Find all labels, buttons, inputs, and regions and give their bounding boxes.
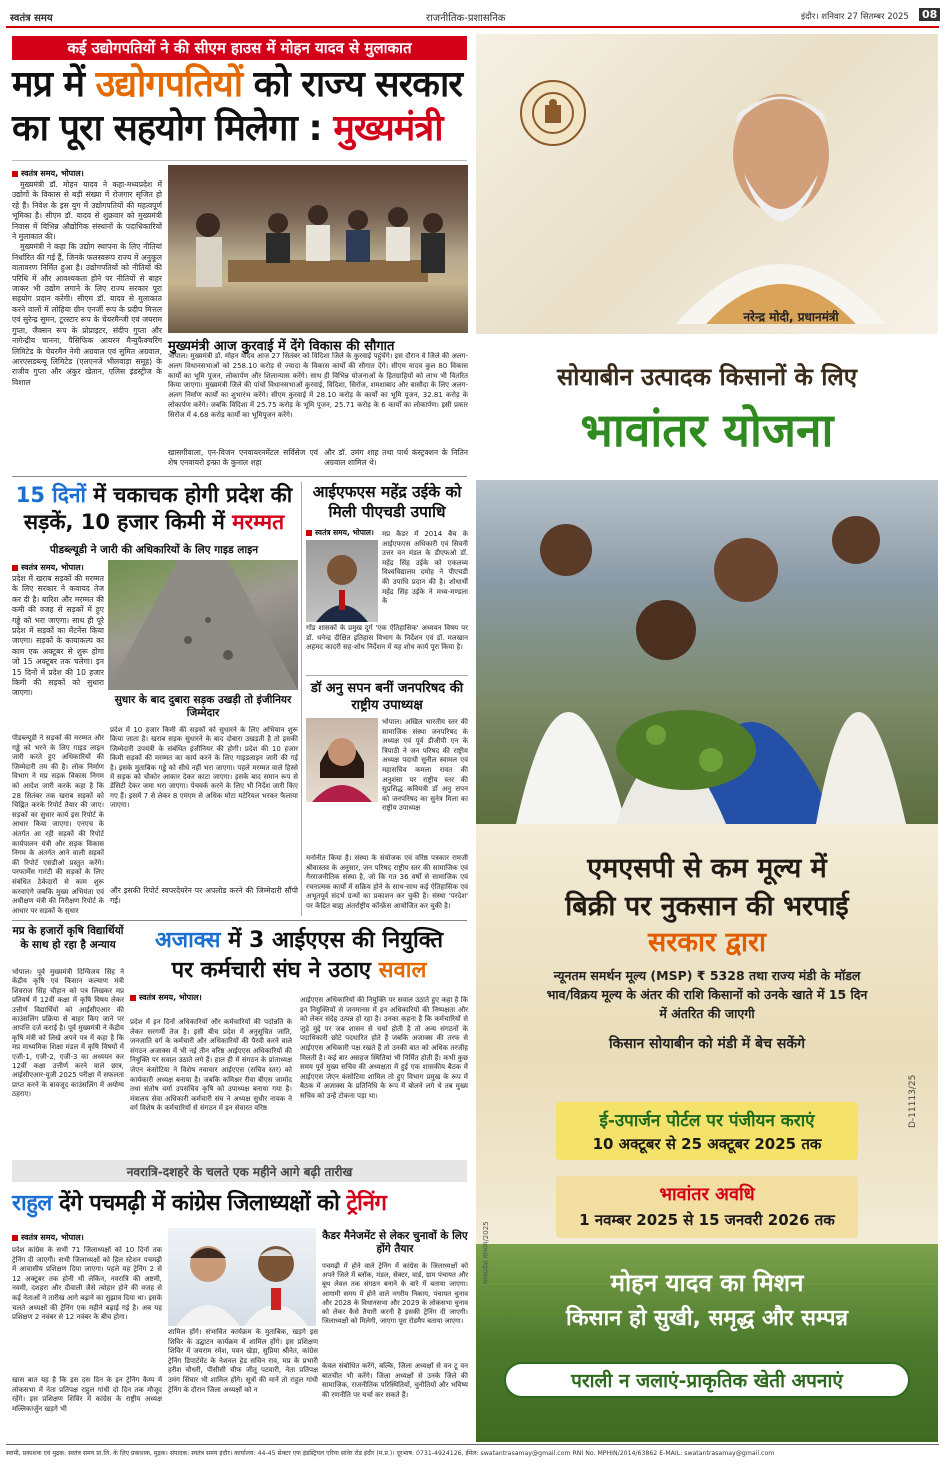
pm-portrait — [656, 54, 906, 324]
divider-1 — [12, 476, 467, 477]
story7-kicker-text: नवरात्रि-दशहरे के चलते एक महीने आगे बढ़ी तारीख — [126, 1164, 353, 1179]
story2-box-head: सुधार के बाद दुबारा सड़क उखड़ी तो इंजीनियर जिम्मेदार — [114, 694, 292, 719]
road-scene-icon — [108, 560, 298, 690]
story2-headline — [12, 482, 296, 536]
portrait-icon — [306, 718, 378, 802]
story2-byline-text: स्वतंत्र समय, भोपाल। — [21, 563, 84, 572]
story7-col2: शामिल होंगे। संभावित कार्यक्रम के मुताबिक, खड़गे इस शिविर के उद्घाटन कार्यक्रम में शामिल होंगे। इस प्रशिक्षण शिविर में जयराम रमेश, पवन खेड़ा, सुप्रिया श्रीनेत, कांग्रेस ट्रेनिंग डिपार्टमेंट के नेशनल हेड सचिन राव, मप्र के प्रभारी हरीश चौधरी, पीसीसी चीफ जीतू पटवारी, नेता प्रतिपक्ष उमंग सिंघार भी शामिल होंगे। सूत्रों की मानें तो राहुल गांधी ट्रेनिंग के दौरान जिला अध्यक्षों को न — [168, 1328, 318, 1394]
story5-body: भोपाल। पूर्व मुख्यमंत्री दिग्विजय सिंह ने केंद्रीय कृषि एवं किसान कल्याण मंत्री शिवराज सिंह चौहान को पत्र लिखकर मप्र प्रतिवर्ष में 12वीं कक्षा में कृषि विषय लेकर उत्तीर्ण विद्यार्थियों को आईसीएआर की काउंसलिंग प्रक्रिया से बाहर किए जाने पर आपत्ति दर्ज कराई है। पूर्व मुख्यमंत्री ने केंद्रीय कृषि मंत्री को लिखे अपने पत्र में कहा है कि मप्र माध्यमिक शिक्षा मंडल में कृषि विषयों में एजी-1, एजी-2, एजी-3 का अध्ययन कर 12वीं कक्षा उत्तीर्ण करने वाले छात्र, आईसीएआर-यूजी 2025 परीक्षा में सफलता प्राप्त करने के बावजूद काउंसलिंग में अयोग्य ठहराए। — [12, 968, 124, 1099]
story1-headline-highlight: उद्योगपतियों — [95, 64, 243, 105]
story1-kicker-text: कई उद्योगपतियों ने की सीएम हाउस में मोहन यादव से मुलाकात — [67, 39, 412, 57]
story6-col1: प्रदेश में इन दिनों अधिकारियों और कर्मचारियों की पदोन्नति के लेकर सरगर्मी तेज है। इसी बीच प्रदेश में अनुसूचित जाति, जनजाति वर्ग के कर्मचारी और अधिकारियों की पैरवी करने वाले संगठन अजाक्स में भी नई तीन वरिष्ठ आईएएस अधिकारियों की नियुक्ति पर सवाल उठाते लगे हैं। हाल ही में संगठन के प्रांताध्यक्ष जेएन कंसोटिया ने विशेष नवाचार आईएएस (सचिव स्तर) को कार्यकारी अध्यक्ष बनाया है। जबकि कमिश्नर रीवा बीएस जामोद तथा संतोष वर्मा उपसचिव कृषि को उपाध्यक्ष बनाया गया है। मंत्रालय सेवा अधिकारी कर्मचारी संघ ने अध्यक्ष सुधीर नायक ने वर्ग विशेष के कर्मचारियों से संगठन में इन सेवारत वरिष्ठ — [130, 1018, 292, 1113]
story1-sub-body: भोपाल। मुख्यमंत्री डॉ. मोहन यादव आज 27 सितंबर को विदिशा जिले के कुरवाई पहुंचेंगे। इस दौरान वे जिले की अलग-अलग विधानसभाओं को 258.10 करोड़ से ज्यादा के विकास कार्यों की सौगात देंगे। सीएम यादव कुल 80 विकास कार्यों का भूमि पूजन, लोकार्पण और शिलान्यास करेंगे। साथ ही विभिन्न योजनाओं के हितग्राहियों को लाभ भी वितरित किया जाएगा। मुख्यमंत्री जिले की पांचों विधानसभाओं कुरवाई, विदिशा, सिरोंज, शमशाबाद और बासौदा के लिए अलग-अलग निर्माण कार्यों का शुभारंभ करेंगे। सीएम कुरवाई में 28.10 करोड़ के कार्यों का भूमि पूजन, 32.81 करोड़ के लोकार्पण करेंगे। जबकि विदिशा में 25.75 करोड़ के भूमि पूजन, 25.71 करोड़ के 6 कार्यों का लोकार्पण। इसी प्रकार सिरोंज में 4.68 करोड़ कार्यों का भूमिपूजन करेंगे। — [168, 352, 468, 419]
story1-byline-text: स्वतंत्र समय, भोपाल। — [21, 169, 84, 178]
story7-col1b: खास बात यह है कि इस दस दिन के इन ट्रेनिंग कैम्प में लोकसभा में नेता प्रतिपक्ष राहुल गांधी दो दिन तक मौजूद रहेंगे। इस प्रशिक्षण शिविर में कांग्रेस के राष्ट्रीय अध्यक्ष मल्लिकार्जुन खड़गे भी — [12, 1376, 162, 1413]
story2-body-a: प्रदेश में खराब सड़कों की मरम्मत के लिए सरकार ने कवायद तेज कर दी है। बारिश और मरम्मत की कमी की वजह से सड़कों में हुए गड्ढे को भरा जाएगा। साथ ही पूरे प्रदेश में सड़कों का मेंटनेंस किया जाएगा। सड़कों के कायाकल्प का काम एक अक्टूबर से शुरू होगा जो 15 अक्टूबर तक चलेगा। इन 15 दिनों में प्रदेश की 10 हजार किमी की सड़कों को सुधारा जाएगा। — [12, 574, 104, 698]
mission-line-1: मोहन यादव का मिशन — [610, 1269, 804, 1297]
story3-byline — [306, 528, 374, 538]
story7-headline — [12, 1190, 467, 1218]
story2-body-b: पीडब्ल्यूडी ने सड़कों की मरम्मत और गड्ढे को भरने के लिए गाइड लाइन जारी करते हुए अधिकारियों की जिम्मेदारी तय की है। लोक निर्माण विभाग ने मप्र सड़क विकास निगम को आदेश जारी करके कहा है कि 28 सितंबर तक खराब सड़कों को चिह्नित करके रिपोर्ट तैयार की जाए। सड़कों का सुधार कार्य इस रिपोर्ट के आधार किया जाएगा। एनएच के अंतर्गत आ रही सड़कों की रिपोर्ट कार्यपालन यंत्री और सड़क विकास निगम के अंतर्गत आने वाली सड़कों की रिपोर्ट एसडीओ प्रस्तुत करेंगे। परफार्मेंस गारंटी की सड़कों के लिए संबंधित ठेकेदारों से काम शुरू करवाएंगे जबकि मुख्य अभियंता एवं अधीक्षण यंत्री की निरीक्षण रिपोर्ट के आधार पर सड़कों के सुधार — [12, 734, 104, 914]
period-dates: 1 नवम्बर 2025 से 15 जनवरी 2026 तक — [579, 1211, 835, 1229]
story3-headline: आईएफएस महेंद्र उईके को मिली पीएचडी उपाधि — [312, 483, 462, 521]
story4-body-a: भोपाल। अखिल भारतीय स्तर की सामाजिक संस्था जनपरिषद के अध्यक्ष एवं पूर्व डीजीपी एन के त्रिपाठी ने जन परिषद की राष्ट्रीय अध्यक्ष पदाधी सुनील स्वामल एवं महासचिव कमला रावत की अनुशंसा पर राष्ट्रीय स्तर की सुप्रसिद्ध कवियत्री डॉ अनु सपन को जनपरिषद का सुनेत्र मिला का राष्ट्रीय उपाध्यक्ष — [382, 718, 468, 813]
story2-byline — [12, 562, 84, 573]
ifs-officer-photo — [306, 540, 378, 622]
ad-title-main: भावांतर योजना — [580, 403, 834, 457]
page-number: 08 — [919, 8, 940, 21]
story7-kicker — [12, 1160, 467, 1182]
story7-byline-text: स्वतंत्र समय, भोपाल। — [21, 1233, 84, 1242]
cm-with-farmer-photo — [476, 480, 938, 824]
story1-sub-head: मुख्यमंत्री आज कुरवाई में देंगे विकास की सौगात — [168, 339, 395, 354]
story3-byline-text: स्वतंत्र समय, भोपाल। — [315, 528, 374, 537]
masthead — [6, 4, 939, 28]
msp-text: न्यूनतम समर्थन मूल्य (MSP) ₹ 5328 तथा राज्य मंडी के मॉडल भाव/विक्रय मूल्य के अंतर की राशि किसानों को उनके खाते में 15 दिन में अंतरित की जाएगी — [546, 968, 868, 1021]
story1-body-cont2: और डॉ. उमंग शाह तथा पार्थ कंस्ट्रक्शन के नितिन अग्रवाल शामिल थे। — [324, 448, 468, 468]
story1-headline-part3: का पूरा सहयोग मिलेगा : — [12, 108, 322, 149]
story7-col3: केवल संबोधित करेंगे, बल्कि, जिला अध्यक्षों से वन टू वन बातचीत भी करेंगे। जिला अध्यक्षों से उनके जिले की सामाजिक, राजनीतिक परिस्थितियों, चुनौतियों और भविष्य की रणनीति पर चर्चा कर सकते हैं। — [322, 1362, 468, 1399]
farmer-scene-icon — [476, 480, 938, 824]
ad-title-top: सोयाबीन उत्पादक किसानों के लिए — [557, 363, 857, 391]
story6-col2: आईएएस अधिकारियों की नियुक्ति पर सवाल उठाते हुए कहा है कि इन नियुक्तियों से जनमानस में इन अधिकारियों की निष्पक्षता और को लेकर संदेह उत्पन्न हो रहा है। उनका कहना है कि कर्मचारियों से जुड़े मुद्दे पर जब शासन से चर्चा होती है तो अन्य संगठनों के पदाधिकारी छोटे पदधारित होते हैं जबकि अजाक्स की तरफ से आईएएस अधिकारी पक्ष रखते हैं तो उनकी बात को अधिक तरजीह मिलती है। कई बार असहज स्थितियां भी निर्मित होती हैं। कभी कुछ समय पूर्व मुख्य सचिव की अध्यक्षता में हुई एक शासकीय बैठक में आईएएस जेएन कंसोटिया शामिल तो हुए विभाग प्रमुख के रूप में बैठक में अजाक्स के प्रतिनिधि के रूप में बोलने लगे थे तब मुख्य सचिव को उन्हें टोकना पड़ा था। — [300, 996, 468, 1100]
msp-head-3: सरकार द्वारा — [647, 927, 767, 958]
msp-head-1: एमएसपी से कम मूल्य में — [587, 853, 827, 884]
story7-col1: प्रदेश कांग्रेस के सभी 71 जिलाध्यक्षों को 10 दिनों तक ट्रेनिंग दी जाएगी। सभी जिलाध्यक्षों को हिल स्टेशन पचमढ़ी में आवासीय प्रशिक्षण दिया जाएगा। पहले यह ट्रेनिंग 2 से 12 अक्टूबर तक होनी थी लेकिन, नवरात्रि की अष्टमी, नवमी, दशहरा और दीवाली जैसे त्योहार होने की वजह से कई नेताओं ने तारीख आगे बढ़ाने का सुझाव दिया था। इसके चलते अध्यक्षों की ट्रेनिंग एक महीने बढ़ाई गई है। अब यह प्रशिक्षण 2 नवंबर से 12 नवंबर के बीच होगा। — [12, 1246, 162, 1322]
divider-story4 — [306, 675, 468, 676]
emblem-icon — [531, 91, 575, 135]
story2-headline-part4: मरम्मत — [232, 510, 285, 534]
story6-headline-part3: पर कर्मचारी संघ ने उठाए — [171, 958, 371, 983]
story1-rule — [12, 160, 467, 161]
cm-meeting-photo — [168, 165, 468, 333]
story1-body-p2: मुख्यमंत्री ने कहा कि उद्योग स्थापना के लिए नीतियां निर्धारित की गई हैं, जिनके फलस्वरूप राज्य में अनुकूल वातावरण निर्मित हुआ है। उद्योगपतियों को नीतियों की परिधि में और आवश्यकता होने पर नीतियों से बाहर जाकर भी उद्योग लगाने के लिए राज्य सरकार पूरा सहयोग प्रदान करेगी। सीएम डॉ. यादव से मुलाकात करने वालों में लोहिया ग्रीन एनर्जी रूप के प्रदीप मित्तल एवं सुरेन्द्र सुमन, टूरस्टार रूप के चेयरमैन्जी एवं जयराम गुप्ता, जैक्सन रूप के प्रोप्राइटर, संदीप गुप्ता और नागेन्द्रीय चानना, पैसिफिक आयरन मैन्युफैक्चरिंग लिमिटेड के चेयरमैन नेमी अग्रवाल एवं सुमित अग्रवाल, आरएसडब्ल्यू लिमिटेड (एलएनजे भीलवाड़ा समूह) के राजीव गुप्ता और अंकुर खेतान, एलिस इंडस्ट्रीज के विशाल — [12, 242, 162, 387]
story1-byline — [12, 168, 84, 179]
story1-body-p1: मुख्यमंत्री डॉ. मोहन यादव ने कहा-मध्यप्रदेश में उद्योगों के विकास से बड़ी संख्या में रोजगार सृजित हो रहे हैं। निवेश के इस युग में उद्योगपतियों की महत्वपूर्ण भूमिका है। सीएम डॉ. यादव से शुक्रवार को मुख्यमंत्री निवास में विभिन्न औद्योगिक संस्थानों के पदाधिकारियों ने मुलाकात की। — [12, 180, 162, 242]
registration-dates: 10 अक्टूबर से 25 अक्टूबर 2025 तक — [592, 1135, 822, 1153]
story6-headline-hl: अजाक्स — [154, 928, 221, 953]
story7-headline-part2: देंगे पचमढ़ी में कांग्रेस जिलाध्यक्षों को — [58, 1191, 340, 1216]
story7-byline — [12, 1232, 84, 1243]
byline-marker-icon — [12, 565, 18, 571]
story6-byline — [130, 992, 202, 1003]
bhavantar-advertisement — [476, 34, 938, 1442]
story1-body-cont: खासगीवाला, एन-विजन एनवायरनमेंटल सर्विसेज एवं शेष एनवायरो इन्फ्रा के कुनाल शहा — [168, 448, 318, 468]
section-label: राजनीतिक-प्रशासनिक — [426, 13, 506, 24]
pm-caption: नरेन्द्र मोदी, प्रधानमंत्री — [743, 310, 839, 324]
byline-marker-icon — [12, 171, 18, 177]
story4-headline: डॉ अनु सपन बनीं जनपरिषद की राष्ट्रीय उपाध्यक्ष — [310, 681, 464, 713]
story2-subhead: पीडब्ल्यूडी ने जारी की अधिकारियों के लिए गाइड लाइन — [49, 544, 259, 556]
story1-headline-part2: को राज्य सरकार — [253, 64, 462, 105]
imprint-rule — [6, 1444, 939, 1445]
date-line: इंदौर। शनिवार 27 सितम्बर 2025 — [801, 12, 909, 22]
msp-text-2: किसान सोयाबीन को मंडी में बेच सकेंगे — [609, 1036, 805, 1052]
meeting-scene-icon — [168, 165, 468, 333]
ad-side-credit: मध्यप्रदेश माध्यम/2025 — [482, 1221, 490, 1284]
byline-marker-icon — [306, 530, 312, 536]
story2-box-body: प्रदेश में 10 हजार किमी की सड़कों को सुधारने के लिए अभियान शुरू किया जाता है। खराब सड़क सुधारने के बाद दोबारा उखड़ती है तो इसकी जिम्मेदारी उपयंत्री के संबंधित इंजीनियर की होगी। प्रदेश की 10 हजार किमी सड़कों की मरम्मत का कार्य करने के लिए गाइडलाइन जारी की गई है। इसके मुताबिक गड्ढे को सीधे नहीं भरा जाएगा। पहले मरम्मत वाले हिस्से में सड़क को चौकोर आकार देकर काटा जाएगा। इसके बाद समान रूप से डेंसिटी देकर जमा भरा जाएगा। पेचवर्क करने के लिए भी निर्देश जारी किए गए हैं। इसमें 7 से लेकर 8 एमएम से अधिक मोटा मटेरियल भरकर फैलाया जाएगा। — [110, 726, 298, 810]
footer-slogan: पराली न जलाएं-प्राकृतिक खेती अपनाएं — [571, 1370, 843, 1392]
story1-headline-part4: मुख्यमंत्री — [333, 108, 443, 149]
story1-headline-part1: मप्र में — [12, 64, 85, 105]
story7-headline-hl: राहुल — [12, 1191, 52, 1216]
road-photo — [108, 560, 298, 690]
two-portraits-icon — [168, 1228, 316, 1326]
pm-portrait-icon — [656, 54, 906, 324]
mp-govt-logo — [520, 80, 586, 146]
story6-byline-text: स्वतंत्र समय, भोपाल। — [139, 993, 202, 1002]
story1-body — [12, 180, 162, 472]
msp-head-2: बिक्री पर नुकसान की भरपाई — [565, 891, 849, 922]
story2-headline-part3: सड़कें, 10 हजार किमी में — [23, 510, 225, 534]
story7-headline-part3: ट्रेनिंग — [346, 1191, 387, 1216]
story3-body-a: मप्र कैडर में 2014 बैच के आईएफएस अधिकारी एवं सिवनी उत्तर वन मंडल के डीएफओ डॉ. महेंद्र सिंह उईके को एकलव्य विश्वविद्यालय दमोह ने पीएचडी की उपाधि प्रदान की है। शोधार्थी महेंद्र सिंह उईके ने मध्य-मण्डला के — [382, 530, 468, 606]
story7-box-body: पचमढ़ी में होने वाले ट्रेनिंग में कांग्रेस के जिलाध्यक्षों को अपने जिले में ब्लॉक, मंडल, सेक्टर, वार्ड, ग्राम पंचायत और बूथ लेवल तक संगठन बनाने के बारे में बताया जाएगा। आगामी समय में होने वाले नगरीय निकाय, पंचायत चुनाव और 2028 के विधानसभा और 2029 के लोकसभा चुनाव को लेकर कैसे तैयारी करनी है इसकी ट्रेनिंग दी जाएगी। जिलाध्यक्षों को मिलेगी, जाएगा पूरा रोडमैप बताया जाएगा। — [322, 1262, 468, 1326]
story5-headline: मप्र के हजारों कृषि विद्यार्थियों के साथ हो रहा है अन्याय — [12, 925, 124, 951]
story6-headline — [130, 926, 468, 986]
story1-kicker — [12, 36, 467, 60]
paper-name: स्वतंत्र समय — [10, 13, 53, 24]
story1-headline — [12, 64, 467, 152]
ad-side-code: D-11113/25 — [908, 1074, 918, 1128]
column-divider — [301, 482, 302, 916]
story3-body-b: गोंड शासकों के प्रमुख दुर्ग 'एक ऐतिहासिक' अध्ययन विषय पर डॉ. धनेन्द्र दीक्षित इतिहास विभाग के निर्देशन एवं डॉ. मलखान अहमद कादरी सह-शोध निर्देशन में यह शोध कार्य पूरा किया है। — [306, 624, 468, 652]
portrait-icon — [306, 540, 378, 622]
story2-box-body2: और इसकी रिपोर्ट स्वपरदेयरेन पर अपलोड करने की जिम्मेदारी सौंपी गई। — [110, 886, 298, 906]
mission-line-2: किसान हो सुखी, समृद्ध और सम्पन्न — [565, 1306, 848, 1331]
imprint-line: स्वामी, प्रकाशक एवं मुद्रक: स्वतंत्र समय प्रा.लि. के लिए प्रकाशक, मुद्रक। संपादक: स्वतंत्र समय इंदौर। कार्यालय: 44-45 सेक्टर एफ इंडस्ट्रियल एरिया सांवेर रोड इंदौर (म.प्र.)। दूरभाष: 0731-4924126, ईमेल: swatantrasamay@gmail.com RNI No. MPHIN/2014/63862 E-MAIL: swatantrasamay@gmail.com — [6, 1450, 775, 1457]
story4-body-b: मनोनीत किया है। संस्था के संयोजक एवं वरिष्ठ पत्रकार रामजी श्रीवास्तव के अनुसार, जन परिषद राष्ट्रीय स्तर की सामाजिक एवं गैरराजनीतिक संस्था है, जो कि गत 36 वर्षों से सामाजिक एवं रचनात्मक कार्यों में सक्रिय होने के साथ-साथ कई ऐतिहासिक एवं अभूतपूर्व संदर्भ ग्रन्थों का प्रकाशन कर चुकी है। संस्था 'परदेश' पर केंद्रित बाह्य अंतर्राष्ट्रीय कॉन्फ्रेंस आयोजित कर चुकी है। — [306, 854, 468, 910]
byline-marker-icon — [12, 1235, 18, 1241]
anu-sapan-photo — [306, 718, 378, 802]
byline-marker-icon — [130, 995, 136, 1001]
rahul-kharge-photo — [168, 1228, 316, 1326]
slogan-box — [504, 1362, 910, 1398]
period-title: भावांतर अवधि — [659, 1184, 755, 1205]
story6-headline-part4: सवाल — [378, 958, 427, 983]
story2-headline-part2: में चकाचक होगी प्रदेश की — [93, 483, 293, 507]
story7-box-head: कैडर मैनेजमेंट से लेकर चुनावों के लिए होंगे तैयार — [322, 1230, 468, 1255]
story2-headline-hl: 15 दिनों — [15, 483, 86, 507]
registration-title: ई-उपार्जन पोर्टल पर पंजीयन कराएं — [599, 1111, 815, 1131]
story6-headline-part2: में 3 आईएएस की नियुक्ति — [228, 928, 444, 953]
divider-2 — [12, 920, 467, 921]
